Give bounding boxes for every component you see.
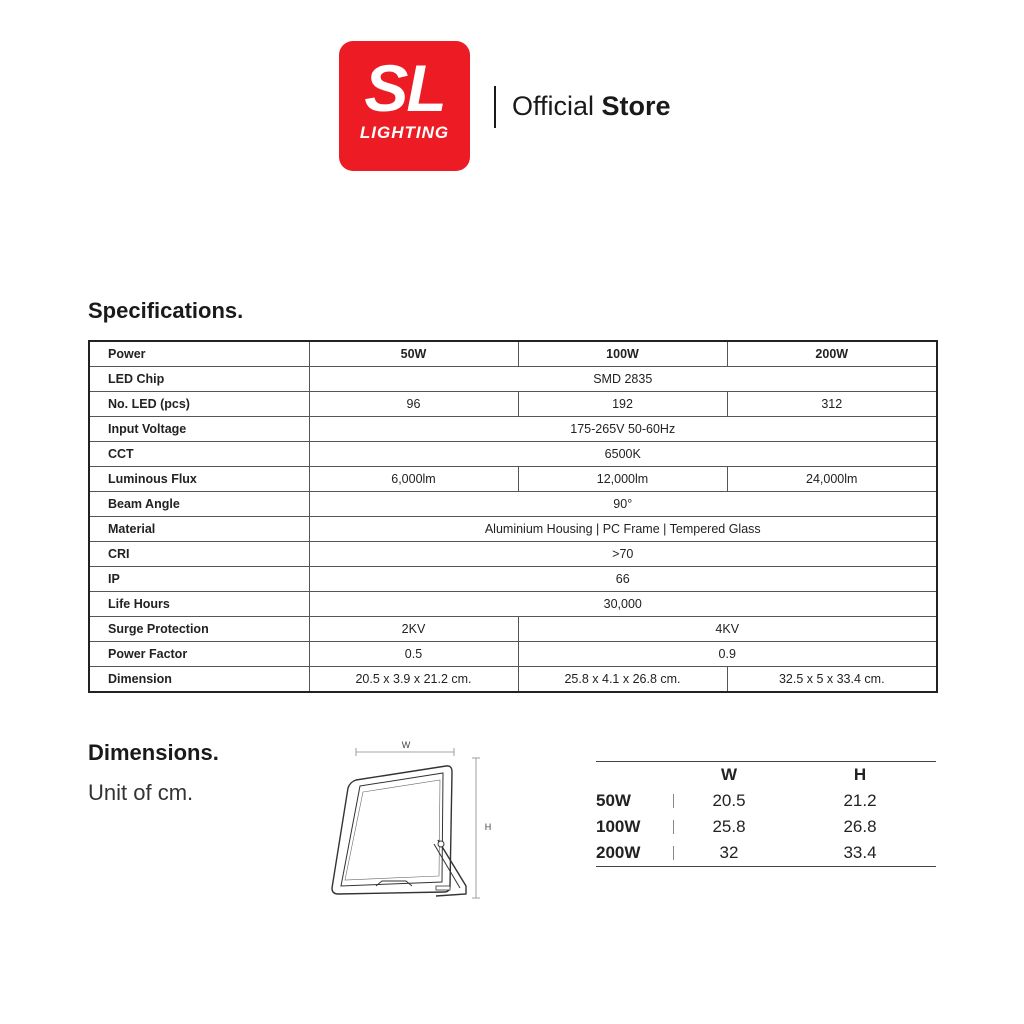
spec-value: 30,000 (309, 592, 937, 617)
spec-row (89, 667, 937, 693)
dimension-row (596, 814, 936, 840)
dimension-height: 21.2 (843, 791, 877, 810)
dimensions-header-h: H (853, 765, 867, 784)
dimension-height: 33.4 (843, 843, 877, 862)
spec-label: Beam Angle (89, 492, 309, 517)
dimensions-table (596, 761, 936, 867)
spec-label: Input Voltage (89, 417, 309, 442)
spec-value: 0.9 (518, 642, 937, 667)
spec-value: >70 (309, 542, 937, 567)
spec-label: Surge Protection (89, 617, 309, 642)
diagram-height-label: H (484, 822, 492, 832)
spec-value: 192 (518, 392, 727, 417)
dimensions-title: Dimensions. (88, 740, 219, 765)
spec-row (89, 442, 937, 467)
dimension-width: 25.8 (712, 817, 746, 836)
spec-label: CRI (89, 542, 309, 567)
spec-label: CCT (89, 442, 309, 467)
floodlight-diagram (326, 736, 496, 906)
spec-value: 6,000lm (309, 467, 518, 492)
spec-value: 90° (309, 492, 937, 517)
spec-label: No. LED (pcs) (89, 392, 309, 417)
spec-value: 0.5 (309, 642, 518, 667)
dimensions-header-row (596, 762, 936, 789)
spec-value: 25.8 x 4.1 x 26.8 cm. (518, 667, 727, 693)
spec-value: 24,000lm (727, 467, 937, 492)
spec-label: Power (89, 341, 309, 367)
dimension-model: 50W (596, 788, 674, 814)
spec-value: 50W (309, 341, 518, 367)
brand-logo (339, 41, 470, 171)
spec-row (89, 517, 937, 542)
specifications-table (88, 340, 938, 693)
spec-row (89, 367, 937, 392)
store-label (512, 90, 671, 122)
spec-label: Power Factor (89, 642, 309, 667)
diagram-width-label: W (401, 740, 411, 750)
spec-value: 100W (518, 341, 727, 367)
spec-row (89, 341, 937, 367)
dimensions-header-w: W (720, 765, 738, 784)
spec-row (89, 492, 937, 517)
store-prefix: Official (512, 91, 595, 121)
spec-value: 200W (727, 341, 937, 367)
spec-value: SMD 2835 (309, 367, 937, 392)
spec-label: Life Hours (89, 592, 309, 617)
spec-row (89, 617, 937, 642)
spec-row (89, 467, 937, 492)
logo-main-text: SL (364, 51, 445, 125)
dimension-model: 100W (596, 814, 674, 840)
spec-label: LED Chip (89, 367, 309, 392)
spec-row (89, 642, 937, 667)
spec-value: Aluminium Housing | PC Frame | Tempered Glass (309, 517, 937, 542)
spec-value: 175-265V 50-60Hz (309, 417, 937, 442)
store-suffix: Store (601, 91, 671, 121)
spec-value: 312 (727, 392, 937, 417)
spec-label: IP (89, 567, 309, 592)
spec-label: Luminous Flux (89, 467, 309, 492)
dimensions-header-model (596, 762, 674, 789)
spec-row (89, 592, 937, 617)
spec-value: 66 (309, 567, 937, 592)
spec-value: 6500K (309, 442, 937, 467)
dimension-height: 26.8 (843, 817, 877, 836)
header-divider (494, 86, 496, 128)
spec-label: Dimension (89, 667, 309, 693)
spec-label: Material (89, 517, 309, 542)
spec-value: 96 (309, 392, 518, 417)
spec-row (89, 567, 937, 592)
spec-value: 4KV (518, 617, 937, 642)
spec-value: 12,000lm (518, 467, 727, 492)
spec-value: 20.5 x 3.9 x 21.2 cm. (309, 667, 518, 693)
dimensions-unit: Unit of cm. (88, 780, 194, 805)
spec-row (89, 417, 937, 442)
logo-sub-text: LIGHTING (359, 123, 450, 142)
spec-value: 32.5 x 5 x 33.4 cm. (727, 667, 937, 693)
spec-row (89, 392, 937, 417)
dimension-width: 32 (719, 843, 739, 862)
dimension-width: 20.5 (712, 791, 746, 810)
spec-row (89, 542, 937, 567)
dimension-row (596, 840, 936, 867)
spec-value: 2KV (309, 617, 518, 642)
dimension-model: 200W (596, 840, 674, 867)
specifications-title: Specifications. (88, 298, 244, 323)
dimension-row (596, 788, 936, 814)
